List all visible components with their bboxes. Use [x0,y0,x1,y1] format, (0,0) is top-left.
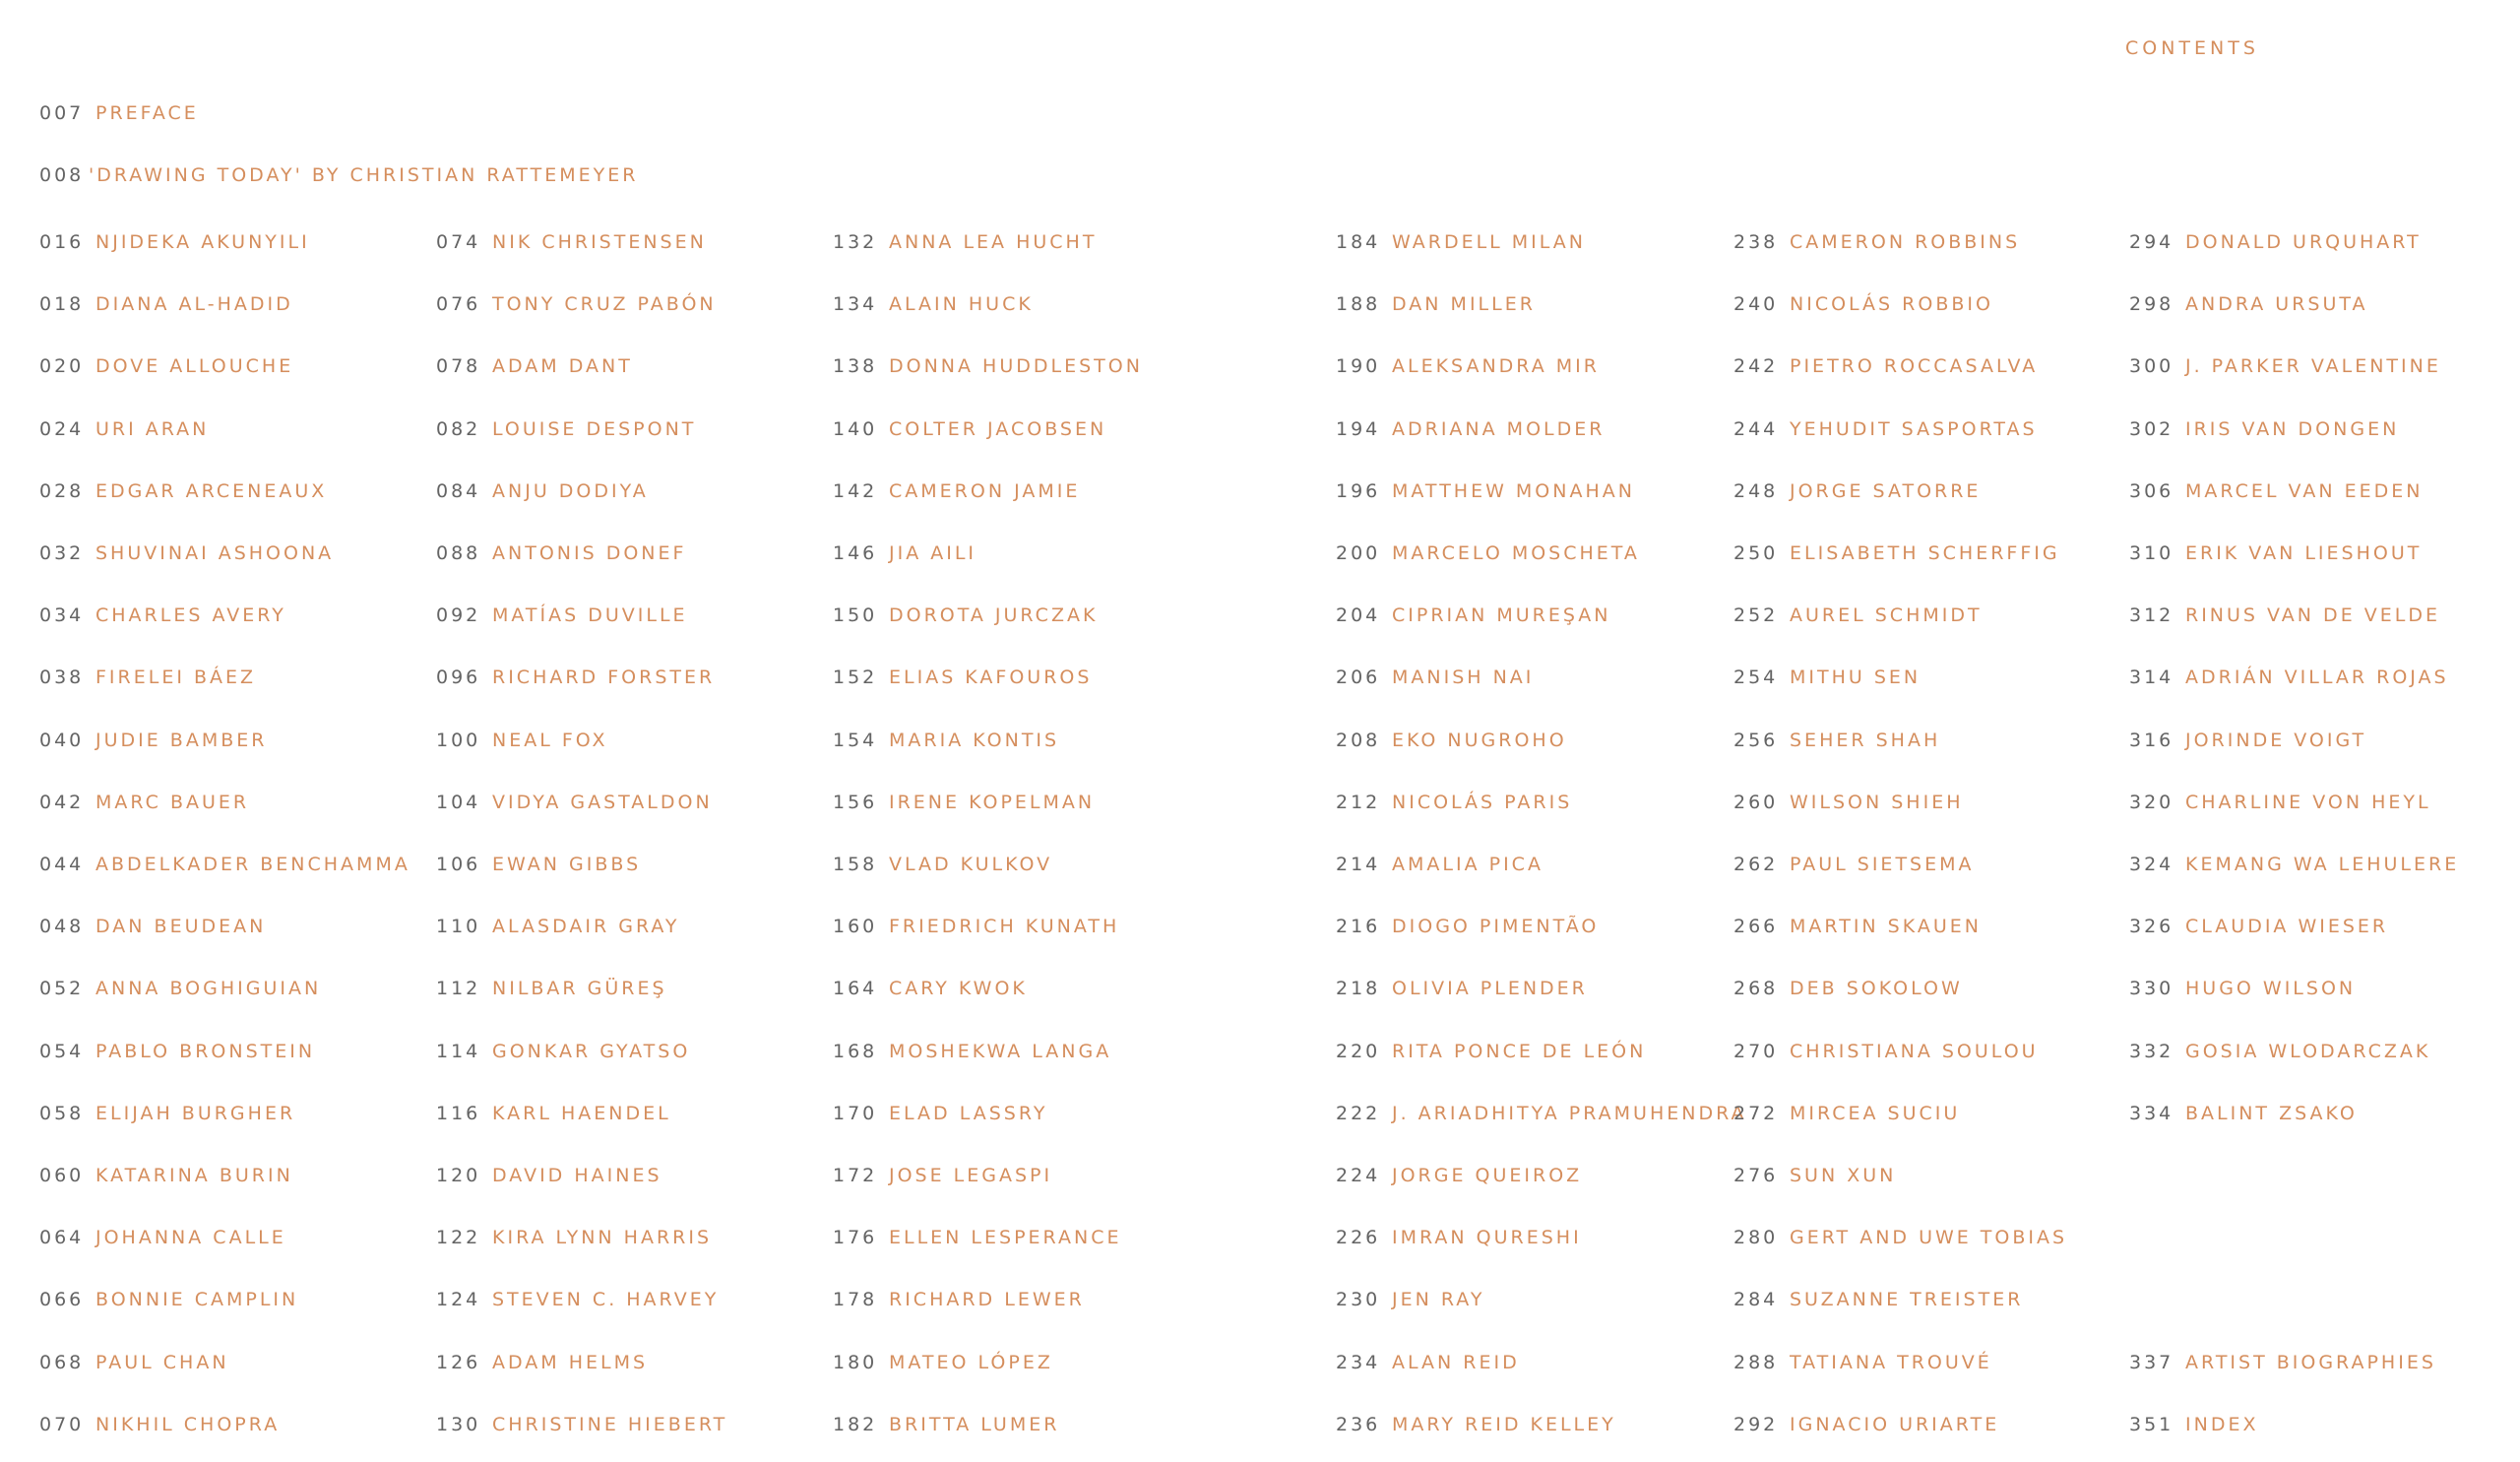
page-number: 196 [1336,480,1381,502]
page-number: 142 [833,480,878,502]
page-number: 218 [1336,978,1381,999]
page-number: 302 [2129,418,2174,440]
entry-title: ALAN REID [1392,1352,1520,1373]
page-number: 292 [1733,1414,1779,1435]
entry-title: JORGE SATORRE [1790,480,1982,502]
page-number: 042 [39,792,85,813]
page-number: 320 [2129,792,2174,813]
entry-title: DAN MILLER [1392,293,1536,315]
entry-title: AUREL SCHMIDT [1790,604,1983,626]
entry-title: CAMERON JAMIE [889,480,1081,502]
page-number: 252 [1733,604,1779,626]
page-number: 146 [833,542,878,564]
page-number: 351 [2129,1414,2174,1435]
entry-title: ALAIN HUCK [889,293,1034,315]
page-number: 038 [39,667,85,688]
page-number: 332 [2129,1041,2174,1062]
page-number: 104 [436,792,481,813]
page-number: 222 [1336,1103,1381,1124]
entry-title: JUDIE BAMBER [95,730,268,751]
page-number: 250 [1733,542,1779,564]
page-number: 134 [833,293,878,315]
page-number: 298 [2129,293,2174,315]
page-number: 084 [436,480,481,502]
entry-title: ADRIANA MOLDER [1392,418,1606,440]
entry-title: GERT AND UWE TOBIAS [1790,1227,2068,1248]
entry-title: LOUISE DESPONT [492,418,697,440]
page-number: 140 [833,418,878,440]
page-title: CONTENTS [2125,37,2259,59]
entry-title: AMALIA PICA [1392,854,1544,875]
entry-title: MATÍAS DUVILLE [492,604,688,626]
entry-title: CHRISTIANA SOULOU [1790,1041,2039,1062]
page-number: 270 [1733,1041,1779,1062]
entry-title: JOSE LEGASPI [889,1165,1053,1186]
page-number: 256 [1733,730,1779,751]
page-number: 007 [39,102,85,124]
entry-title: YEHUDIT SASPORTAS [1790,418,2038,440]
entry-title: IRIS VAN DONGEN [2185,418,2400,440]
page-number: 122 [436,1227,481,1248]
page-number: 114 [436,1041,481,1062]
page-number: 272 [1733,1103,1779,1124]
entry-title: DIOGO PIMENTÃO [1392,916,1600,937]
page-number: 120 [436,1165,481,1186]
page-number: 200 [1336,542,1381,564]
page-number: 214 [1336,854,1381,875]
page-number: 060 [39,1165,85,1186]
entry-title: ERIK VAN LIESHOUT [2185,542,2423,564]
page-number: 150 [833,604,878,626]
entry-title: EKO NUGROHO [1392,730,1567,751]
entry-title: ADAM DANT [492,355,633,377]
page-number: 024 [39,418,85,440]
entry-title: NJIDEKA AKUNYILI [95,231,310,253]
page-number: 020 [39,355,85,377]
page-number: 238 [1733,231,1779,253]
entry-title: RICHARD FORSTER [492,667,716,688]
entry-title: DIANA AL-HADID [95,293,293,315]
page-number: 034 [39,604,85,626]
entry-title: ANDRA URSUTA [2185,293,2368,315]
page-number: 280 [1733,1227,1779,1248]
entry-title: CIPRIAN MUREŞAN [1392,604,1611,626]
entry-title: PAUL CHAN [95,1352,229,1373]
entry-title: ANNA BOGHIGUIAN [95,978,322,999]
entry-title: WILSON SHIEH [1790,792,1964,813]
entry-title: PABLO BRONSTEIN [95,1041,316,1062]
entry-title: EWAN GIBBS [492,854,642,875]
entry-title: FIRELEI BÁEZ [95,667,257,688]
entry-title: NEAL FOX [492,730,608,751]
page-number: 240 [1733,293,1779,315]
page-number: 254 [1733,667,1779,688]
entry-title: VLAD KULKOV [889,854,1053,875]
page-number: 168 [833,1041,878,1062]
entry-title: BALINT ZSAKO [2185,1103,2358,1124]
page-number: 208 [1336,730,1381,751]
entry-title: CHARLINE VON HEYL [2185,792,2431,813]
page-number: 110 [436,916,481,937]
page-number: 180 [833,1352,878,1373]
entry-title: MARCELO MOSCHETA [1392,542,1640,564]
page-number: 178 [833,1289,878,1310]
entry-title: 'DRAWING TODAY' BY CHRISTIAN RATTEMEYER [89,164,639,186]
page-number: 018 [39,293,85,315]
page-number: 170 [833,1103,878,1124]
entry-title: IMRAN QURESHI [1392,1227,1582,1248]
page-number: 337 [2129,1352,2174,1373]
page-number: 284 [1733,1289,1779,1310]
entry-title: PREFACE [95,102,199,124]
entry-title: JIA AILI [889,542,977,564]
entry-title: ANTONIS DONEF [492,542,687,564]
entry-title: CHRISTINE HIEBERT [492,1414,728,1435]
page-number: 008 [39,164,85,186]
page-number: 194 [1336,418,1381,440]
entry-title: MARC BAUER [95,792,250,813]
page-number: 334 [2129,1103,2174,1124]
page-number: 088 [436,542,481,564]
page-number: 074 [436,231,481,253]
page-number: 230 [1336,1289,1381,1310]
entry-title: CARY KWOK [889,978,1028,999]
page-number: 154 [833,730,878,751]
page-number: 032 [39,542,85,564]
page-number: 066 [39,1289,85,1310]
entry-title: ELIJAH BURGHER [95,1103,296,1124]
entry-title: GOSIA WLODARCZAK [2185,1041,2431,1062]
page-number: 116 [436,1103,481,1124]
entry-title: CHARLES AVERY [95,604,286,626]
page-number: 312 [2129,604,2174,626]
entry-title: COLTER JACOBSEN [889,418,1107,440]
entry-title: PAUL SIETSEMA [1790,854,1975,875]
page-number: 172 [833,1165,878,1186]
entry-title: FRIEDRICH KUNATH [889,916,1120,937]
page-number: 262 [1733,854,1779,875]
page-number: 152 [833,667,878,688]
entry-title: BONNIE CAMPLIN [95,1289,299,1310]
page-number: 216 [1336,916,1381,937]
page-number: 314 [2129,667,2174,688]
entry-title: HUGO WILSON [2185,978,2357,999]
page-number: 082 [436,418,481,440]
page-number: 294 [2129,231,2174,253]
page-number: 190 [1336,355,1381,377]
page-number: 058 [39,1103,85,1124]
entry-title: OLIVIA PLENDER [1392,978,1588,999]
entry-title: URI ARAN [95,418,210,440]
entry-title: ALASDAIR GRAY [492,916,680,937]
page-number: 156 [833,792,878,813]
entry-title: TATIANA TROUVÉ [1790,1352,1992,1373]
page-number: 070 [39,1414,85,1435]
entry-title: RICHARD LEWER [889,1289,1085,1310]
page-number: 330 [2129,978,2174,999]
entry-title: J. ARIADHITYA PRAMUHENDRA [1392,1103,1747,1124]
page-number: 244 [1733,418,1779,440]
entry-title: ADAM HELMS [492,1352,649,1373]
entry-title: SEHER SHAH [1790,730,1941,751]
entry-title: IRENE KOPELMAN [889,792,1096,813]
entry-title: TONY CRUZ PABÓN [492,293,717,315]
entry-title: NICOLÁS PARIS [1392,792,1573,813]
entry-title: CLAUDIA WIESER [2185,916,2389,937]
entry-title: NIKHIL CHOPRA [95,1414,281,1435]
page-number: 016 [39,231,85,253]
page-number: 226 [1336,1227,1381,1248]
entry-title: ARTIST BIOGRAPHIES [2185,1352,2436,1373]
entry-title: RITA PONCE DE LEÓN [1392,1041,1647,1062]
entry-title: MATEO LÓPEZ [889,1352,1053,1373]
entry-title: MARIA KONTIS [889,730,1060,751]
page-number: 306 [2129,480,2174,502]
page-number: 176 [833,1227,878,1248]
entry-title: JORINDE VOIGT [2185,730,2367,751]
page-number: 324 [2129,854,2174,875]
entry-title: MARCEL VAN EEDEN [2185,480,2424,502]
entry-title: NIK CHRISTENSEN [492,231,707,253]
entry-title: PIETRO ROCCASALVA [1790,355,2039,377]
page-number: 076 [436,293,481,315]
entry-title: JEN RAY [1392,1289,1485,1310]
page-number: 260 [1733,792,1779,813]
page-number: 138 [833,355,878,377]
entry-title: KATARINA BURIN [95,1165,293,1186]
entry-title: IGNACIO URIARTE [1790,1414,2000,1435]
page-number: 184 [1336,231,1381,253]
entry-title: DOROTA JURCZAK [889,604,1099,626]
page-number: 044 [39,854,85,875]
entry-title: RINUS VAN DE VELDE [2185,604,2440,626]
page-number: 300 [2129,355,2174,377]
entry-title: MITHU SEN [1790,667,1922,688]
entry-title: STEVEN C. HARVEY [492,1289,720,1310]
page-number: 096 [436,667,481,688]
page-number: 078 [436,355,481,377]
page-number: 048 [39,916,85,937]
entry-title: NILBAR GÜREŞ [492,978,667,999]
entry-title: KARL HAENDEL [492,1103,671,1124]
page-number: 182 [833,1414,878,1435]
entry-title: DEB SOKOLOW [1790,978,1963,999]
page-number: 054 [39,1041,85,1062]
entry-title: MIRCEA SUCIU [1790,1103,1961,1124]
page-number: 316 [2129,730,2174,751]
page-number: 266 [1733,916,1779,937]
page-number: 068 [39,1352,85,1373]
page-number: 040 [39,730,85,751]
entry-title: JOHANNA CALLE [95,1227,286,1248]
page-number: 112 [436,978,481,999]
entry-title: VIDYA GASTALDON [492,792,713,813]
entry-title: MARY REID KELLEY [1392,1414,1616,1435]
page-number: 310 [2129,542,2174,564]
page-number: 206 [1336,667,1381,688]
page-number: 130 [436,1414,481,1435]
page-number: 164 [833,978,878,999]
entry-title: DAVID HAINES [492,1165,662,1186]
page-number: 326 [2129,916,2174,937]
page-number: 234 [1336,1352,1381,1373]
entry-title: MOSHEKWA LANGA [889,1041,1112,1062]
entry-title: ANJU DODIYA [492,480,649,502]
page-number: 064 [39,1227,85,1248]
entry-title: ALEKSANDRA MIR [1392,355,1600,377]
entry-title: SUN XUN [1790,1165,1897,1186]
entry-title: BRITTA LUMER [889,1414,1060,1435]
page-number: 158 [833,854,878,875]
entry-title: KIRA LYNN HARRIS [492,1227,713,1248]
page-number: 124 [436,1289,481,1310]
entry-title: ELLEN LESPERANCE [889,1227,1122,1248]
entry-title: J. PARKER VALENTINE [2185,355,2441,377]
page-number: 188 [1336,293,1381,315]
page-number: 204 [1336,604,1381,626]
entry-title: INDEX [2185,1414,2259,1435]
entry-title: ELISABETH SCHERFFIG [1790,542,2060,564]
entry-title: GONKAR GYATSO [492,1041,691,1062]
entry-title: DAN BEUDEAN [95,916,267,937]
entry-title: DONALD URQUHART [2185,231,2422,253]
entry-title: DOVE ALLOUCHE [95,355,294,377]
page-number: 132 [833,231,878,253]
page-number: 236 [1336,1414,1381,1435]
entry-title: SUZANNE TREISTER [1790,1289,2024,1310]
entry-title: ANNA LEA HUCHT [889,231,1098,253]
page-number: 220 [1336,1041,1381,1062]
entry-title: WARDELL MILAN [1392,231,1587,253]
page-number: 212 [1336,792,1381,813]
page-number: 224 [1336,1165,1381,1186]
entry-title: CAMERON ROBBINS [1790,231,2021,253]
page-number: 052 [39,978,85,999]
entry-title: ELAD LASSRY [889,1103,1048,1124]
entry-title: JORGE QUEIROZ [1392,1165,1583,1186]
page-number: 028 [39,480,85,502]
entry-title: DONNA HUDDLESTON [889,355,1143,377]
page-number: 248 [1733,480,1779,502]
page-number: 160 [833,916,878,937]
page-number: 276 [1733,1165,1779,1186]
entry-title: ELIAS KAFOUROS [889,667,1093,688]
page-number: 268 [1733,978,1779,999]
entry-title: SHUVINAI ASHOONA [95,542,335,564]
page-number: 126 [436,1352,481,1373]
entry-title: KEMANG WA LEHULERE [2185,854,2460,875]
page-number: 242 [1733,355,1779,377]
page-number: 100 [436,730,481,751]
entry-title: ABDELKADER BENCHAMMA [95,854,410,875]
entry-title: NICOLÁS ROBBIO [1790,293,1993,315]
entry-title: EDGAR ARCENEAUX [95,480,328,502]
page-number: 288 [1733,1352,1779,1373]
page-number: 106 [436,854,481,875]
page-number: 092 [436,604,481,626]
entry-title: MANISH NAI [1392,667,1535,688]
entry-title: ADRIÁN VILLAR ROJAS [2185,667,2449,688]
entry-title: MARTIN SKAUEN [1790,916,1982,937]
entry-title: MATTHEW MONAHAN [1392,480,1635,502]
